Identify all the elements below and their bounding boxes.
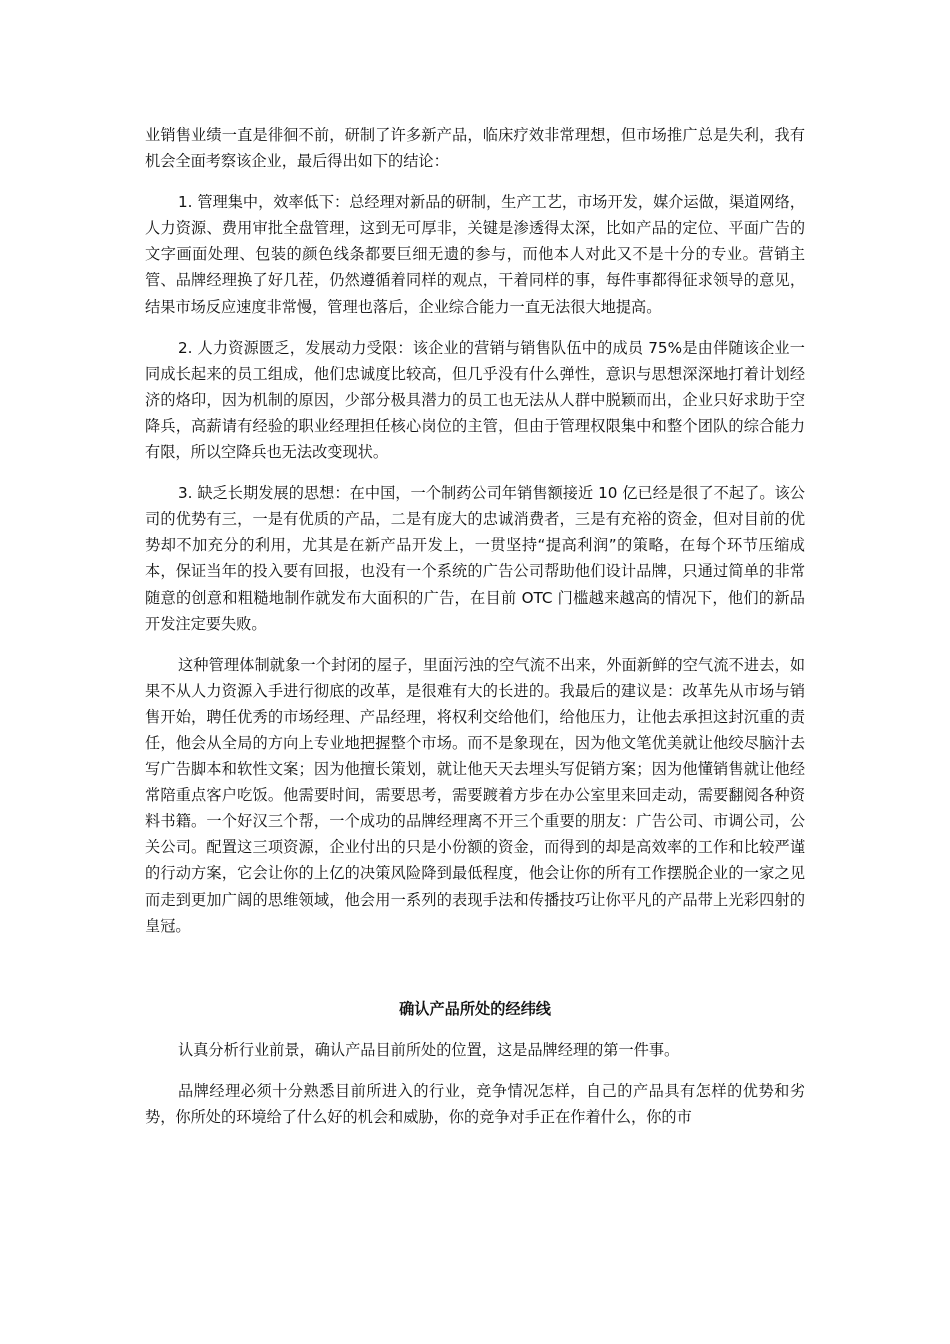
- conclusion-paragraph: 这种管理体制就象一个封闭的屋子，里面污浊的空气流不出来，外面新鲜的空气流不进去，如果不从人力资源入手进行彻底的改革，是很难有大的长进的。我最后的建议是：改革先从市场与销售开始，聘任优秀的市场经理、产品经理，将权利交给他们，给他压力，让他去承担这封沉重的责任，他会从全局的方向上专业地把握整个市场。而不是象现在，因为他文笔优美就让他绞尽脑汁去写广告脚本和软性文案；因为他擅长策划，就让他天天去埋头写促销方案；因为他懂销售就让他经常陪重点客户吃饭。他需要时间，需要思考，需要踱着方步在办公室里来回走动，需要翻阅各种资料书籍。一个好汉三个帮，一个成功的品牌经理离不开三个重要的朋友：广告公司、市调公司，公关公司。配置这三项资源，企业付出的只是小份额的资金，而得到的却是高效率的工作和比较严谨的行动方案，它会让你的上亿的决策风险降到最低程度，他会让你的所有工作摆脱企业的一家之见而走到更加广阔的思维领域，他会用一系列的表现手法和传播技巧让你平凡的产品带上光彩四射的皇冠。: [145, 655, 805, 935]
- section-paragraph-1: 认真分析行业前景，确认产品目前所处的位置，这是品牌经理的第一件事。: [178, 1040, 680, 1059]
- point-1-paragraph: 1. 管理集中，效率低下：总经理对新品的研制，生产工艺，市场开发，媒介运做，渠道网络，人力资源、费用审批全盘管理，这到无可厚非，关键是渗透得太深，比如产品的定位、平面广告的文字画面处理、包装的颜色线条都要巨细无遗的参与，而他本人对此又不是十分的专业。营销主管、品牌经理换了好几茬，仍然遵循着同样的观点，干着同样的事，每件事都得征求领导的意见，结果市场反应速度非常慢，管理也落后，企业综合能力一直无法很大地提高。: [145, 193, 805, 316]
- document-page: [145, 122, 805, 1130]
- section-paragraph-2: 品牌经理必须十分熟悉目前所进入的行业，竞争情况怎样，自己的产品具有怎样的优势和劣势，你所处的环境给了什么好的机会和威胁，你的竞争对手正在作着什么，你的市: [145, 1081, 805, 1126]
- point-2-paragraph: 2. 人力资源匮乏，发展动力受限：该企业的营销与销售队伍中的成员 75%是由伴随该企业一同成长起来的员工组成，他们忠诚度比较高，但几乎没有什么弹性，意识与思想深深地打着计划经济的烙印，因为机制的原因，少部分极具潜力的员工也无法从人群中脱颖而出，企业只好求助于空降兵，高薪请有经验的职业经理担任核心岗位的主管，但由于管理权限集中和整个团队的综合能力有限，所以空降兵也无法改变现状。: [145, 338, 805, 462]
- section-heading: 确认产品所处的经纬线: [399, 999, 551, 1018]
- intro-paragraph: 业销售业绩一直是徘徊不前，研制了许多新产品，临床疗效非常理想，但市场推广总是失利，我有机会全面考察该企业，最后得出如下的结论：: [145, 126, 805, 171]
- point-3-paragraph: 3. 缺乏长期发展的思想：在中国，一个制药公司年销售额接近 10 亿已经是很了不起了。该公司的优势有三，一是有优质的产品，二是有庞大的忠诚消费者，三是有充裕的资金，但对目前的优势却不加充分的利用，尤其是在新产品开发上，一贯坚持“提高利润”的策略，在每个环节压缩成本，保证当年的投入要有回报，也没有一个系统的广告公司帮助他们设计品牌，只通过简单的非常随意的创意和粗糙地制作就发布大面积的广告，在目前 OTC 门槛越来越高的情况下，他们的新品开发注定要失败。: [145, 484, 805, 633]
